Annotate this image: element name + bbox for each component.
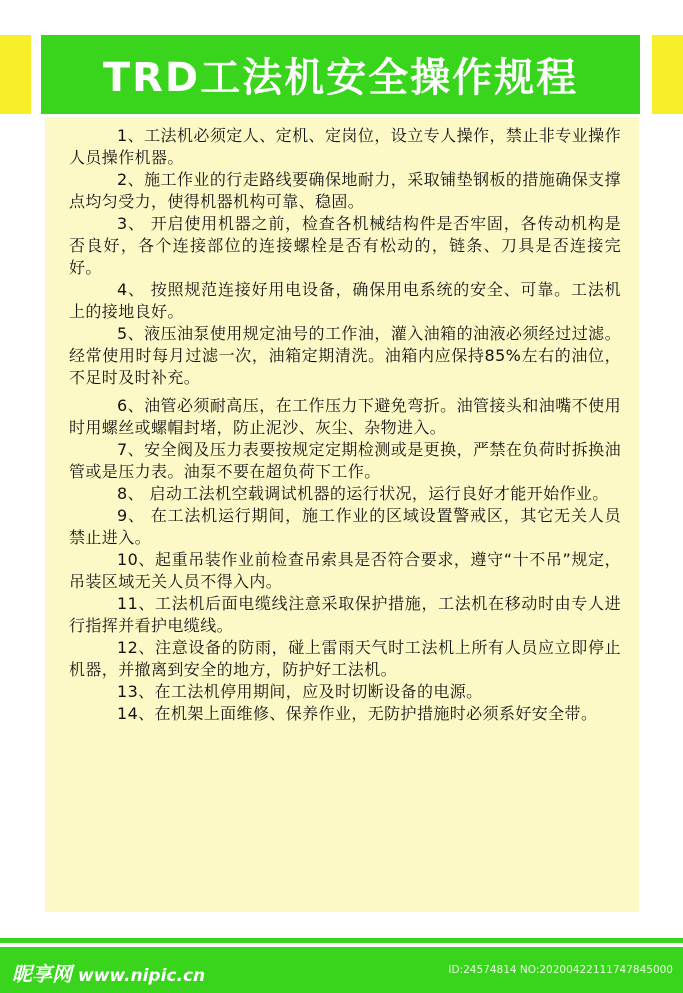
- watermark-logo-text: 昵享网: [12, 962, 72, 986]
- title-banner: [41, 35, 640, 114]
- image-id-text: ID:24574814 NO:20200422111747845000: [448, 964, 673, 976]
- rule-item: 6、油管必须耐高压，在工作压力下避免弯折。油管接头和油嘴不使用时用螺丝或螺帽封堵，防止泥沙、灰尘、杂物进入。: [69, 396, 621, 437]
- rule-item: 12、注意设备的防雨，碰上雷雨天气时工法机上所有人员应立即停止机器，并撤离到安全的地方，防护好工法机。: [69, 638, 621, 679]
- rule-item: 3、 开启使用机器之前，检查各机械结构件是否牢固，各传动机构是否良好，各个连接部位的连接螺栓是否有松动的，链条、刀具是否连接完好。: [69, 214, 621, 277]
- left-yellow-bar: [0, 35, 31, 114]
- page-title: TRD工法机安全操作规程: [102, 55, 579, 101]
- rule-item: 14、在机架上面维修、保养作业，无防护措施时必须系好安全带。: [117, 704, 598, 723]
- rule-item: 1、工法机必须定人、定机、定岗位，设立专人操作，禁止非专业操作人员操作机器。: [69, 126, 621, 167]
- rule-item: 11、工法机后面电缆线注意采取保护措施，工法机在移动时由专人进行指挥并看护电缆线。: [69, 594, 621, 635]
- rule-item: 4、 按照规范连接好用电设备，确保用电系统的安全、可靠。工法机上的接地良好。: [69, 280, 621, 321]
- footer-stripe: [0, 938, 683, 943]
- watermark-logo: [12, 958, 205, 987]
- rule-item: 8、 启动工法机空载调试机器的运行状况，运行良好才能开始作业。: [117, 484, 609, 503]
- rule-item: 9、 在工法机运行期间，施工作业的区域设置警戒区，其它无关人员禁止进入。: [69, 506, 621, 547]
- rule-item: 2、施工作业的行走路线要确保地耐力，采取铺垫钢板的措施确保支撑点均匀受力，使得机器机构可靠、稳固。: [69, 170, 621, 211]
- rules-panel: [45, 117, 639, 912]
- watermark-url: www.nipic.cn: [78, 966, 206, 986]
- rule-item: 10、起重吊装作业前检查吊索具是否符合要求，遵守“十不吊”规定，吊装区域无关人员不得入内。: [69, 550, 621, 591]
- rule-item: 7、安全阀及压力表要按规定定期检测或是更换，严禁在负荷时拆换油管或是压力表。油泵不要在超负荷下工作。: [69, 440, 621, 481]
- rules-list: [69, 125, 621, 725]
- right-yellow-bar: [652, 35, 683, 114]
- rule-item: 13、在工法机停用期间，应及时切断设备的电源。: [117, 682, 483, 701]
- rule-item: 5、液压油泵使用规定油号的工作油，灌入油箱的油液必须经过过滤。经常使用时每月过滤一次，油箱定期清洗。油箱内应保持85%左右的油位，不足时及时补充。: [69, 324, 621, 387]
